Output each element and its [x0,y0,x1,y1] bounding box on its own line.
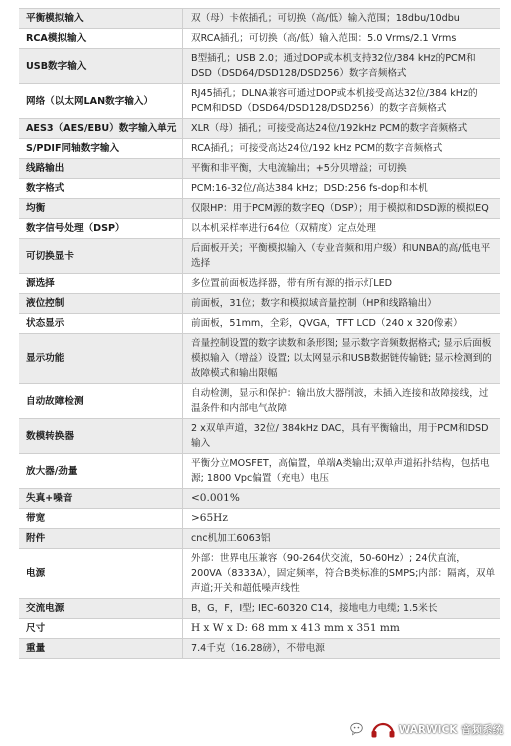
spec-row [19,119,500,139]
spec-value: 多位置前面板选择器，带有所有源的指示灯LED [183,274,501,294]
spec-row [19,529,500,549]
spec-row [19,334,500,384]
spec-label: 重量 [19,639,183,659]
spec-label: 尺寸 [19,619,183,639]
spec-row [19,274,500,294]
spec-label: 状态显示 [19,314,183,334]
spec-row [19,549,500,599]
spec-value: 仅限HP：用于PCM源的数字EQ（DSP）；用于模拟和DSD源的模拟EQ [183,199,501,219]
spec-value: RCA插孔；可接受高达24位/192 kHz PCM的数字音频格式 [183,139,501,159]
spec-value: >65Hz [183,509,501,529]
spec-label: 显示功能 [19,334,183,384]
spec-value: H x W x D: 68 mm x 413 mm x 351 mm [183,619,501,639]
spec-value: 前面板，51mm，全彩，QVGA，TFT LCD（240 x 320像素） [183,314,501,334]
spec-value: RJ45插孔；DLNA兼容可通过DOP或本机接受高达32位/384 kHz的PCM和DSD（DSD64/DSD128/DSD256）的数字音频格式 [183,84,501,119]
spec-label: 附件 [19,529,183,549]
spec-row [19,619,500,639]
spec-value: 自动检测，显示和保护：输出放大器削波，未插入连接和故障接线，过温条件和内部电气故障 [183,384,501,419]
spec-label: 源选择 [19,274,183,294]
spec-row [19,219,500,239]
spec-row [19,294,500,314]
watermark [350,720,503,738]
spec-label: 失真+噪音 [19,489,183,509]
spec-table-body [19,9,500,659]
spec-label: 自动故障检测 [19,384,183,419]
spec-label: RCA模拟输入 [19,29,183,49]
spec-value: 外部：世界电压兼容（90-264伏交流，50-60Hz）; 24伏直流，200VA（8333A），固定频率，符合B类标准的SMPS;内部：隔离，双单声道;开关和超低噪声线性 [183,549,501,599]
spec-label: 平衡模拟输入 [19,9,183,29]
spec-label: S/PDIF同轴数字输入 [19,139,183,159]
spec-value: <0.001% [183,489,501,509]
spec-row [19,639,500,659]
spec-label: 数字格式 [19,179,183,199]
spec-row [19,509,500,529]
spec-row [19,454,500,489]
spec-value: PCM:16-32位/高达384 kHz；DSD:256 fs-dop和本机 [183,179,501,199]
headphones-logo-icon [370,720,396,738]
spec-row [19,239,500,274]
spec-value: cnc机加工6063铝 [183,529,501,549]
spec-label: 可切换显卡 [19,239,183,274]
spec-label: 均衡 [19,199,183,219]
spec-value: B，G，F，I型; IEC-60320 C14，接地电力电缆; 1.5米长 [183,599,501,619]
spec-label: 液位控制 [19,294,183,314]
spec-label: 带宽 [19,509,183,529]
spec-row [19,29,500,49]
watermark-text: WARWICK 音频系统 [398,723,503,736]
spec-row [19,314,500,334]
spec-value: 音量控制设置的数字读数和条形图; 显示数字音频数据格式; 显示后面板模拟输入（增益）设置; 以太网显示和USB数据链传输链; 显示检测到的故障模式和输出限幅 [183,334,501,384]
spec-row [19,9,500,29]
spec-value: 双（母）卡侬插孔；可切换（高/低）输入范围；18dbu/10dbu [183,9,501,29]
spec-row [19,599,500,619]
spec-label: 电源 [19,549,183,599]
spec-value: 双RCA插孔；可切换（高/低）输入范围：5.0 Vrms/2.1 Vrms [183,29,501,49]
spec-label: AES3（AES/EBU）数字输入单元 [19,119,183,139]
spec-label: 数模转换器 [19,419,183,454]
spec-label: 网络（以太网LAN数字输入） [19,84,183,119]
spec-row [19,139,500,159]
spec-row [19,489,500,509]
spec-row [19,159,500,179]
spec-value: 平衡分立MOSFET，高偏置，单端A类输出;双单声道拓扑结构，包括电源; 1800 Vpc偏置（充电）电压 [183,454,501,489]
spec-row [19,84,500,119]
spec-row [19,199,500,219]
spec-row [19,419,500,454]
spec-value: B型插孔；USB 2.0；通过DOP或本机支持32位/384 kHz的PCM和DSD（DSD64/DSD128/DSD256）数字音频格式 [183,49,501,84]
spec-table [19,8,500,659]
spec-value: XLR（母）插孔；可接受高达24位/192kHz PCM的数字音频格式 [183,119,501,139]
spec-label: 放大器/劲量 [19,454,183,489]
spec-value: 后面板开关；平衡模拟输入（专业音频和用户级）和UNBA的高/低电平选择 [183,239,501,274]
spec-row [19,179,500,199]
spec-value: 前面板，31位；数字和模拟域音量控制（HP和线路输出） [183,294,501,314]
spec-label: USB数字输入 [19,49,183,84]
wechat-icon [350,722,366,736]
spec-row [19,384,500,419]
spec-row [19,49,500,84]
spec-label: 数字信号处理（DSP） [19,219,183,239]
spec-value: 7.4千克（16.28磅），不带电源 [183,639,501,659]
spec-label: 交流电源 [19,599,183,619]
spec-value: 以本机采样率进行64位（双精度）定点处理 [183,219,501,239]
spec-label: 线路输出 [19,159,183,179]
spec-value: 平衡和非平衡，大电流输出；+5分贝增益；可切换 [183,159,501,179]
spec-value: 2 x双单声道，32位/ 384kHz DAC，具有平衡输出，用于PCM和DSD输入 [183,419,501,454]
